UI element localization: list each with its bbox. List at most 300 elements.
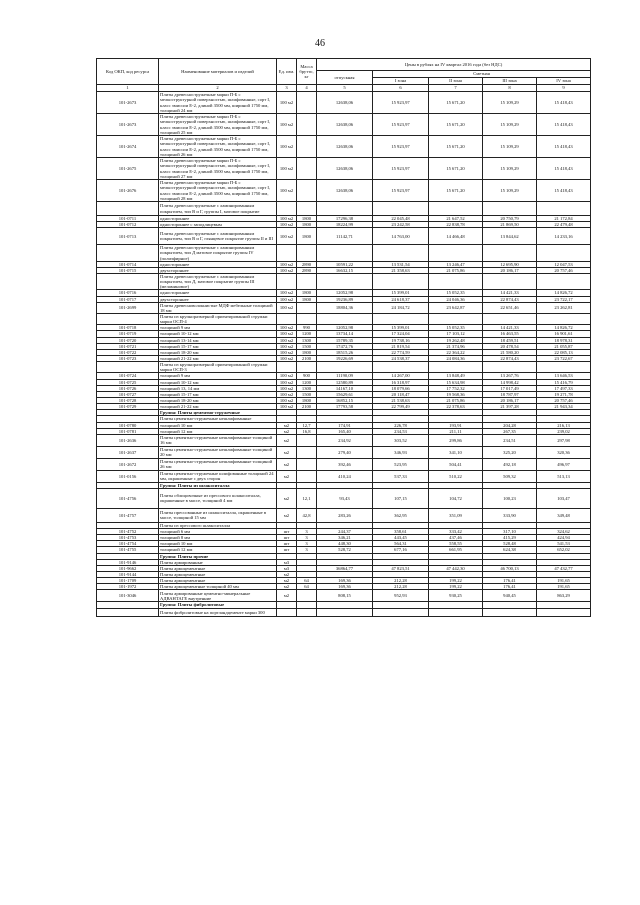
row-unit: м3 [277,565,297,571]
row-zone-3-price [483,245,537,261]
row-name: одностороннее [159,261,277,267]
row-zone-2-price: 504,41 [429,458,483,470]
row-unit [277,245,297,261]
row-zone-4-price: 15 418,43 [537,158,591,180]
row-zone-1-price: 234,53 [373,428,429,434]
table-row [97,158,591,180]
row-zone-2-price: 199,22 [429,578,483,584]
row-unit: 100 м2 [277,114,297,136]
table-row [97,325,591,331]
row-zone-4-price: 22 479,48 [537,222,591,228]
row-unit: 100 м2 [277,397,297,403]
row-code: 101-0724 [97,373,159,379]
row-mass [297,302,317,313]
row-zone-3-price: 17 017,49 [483,385,537,391]
row-mass: 1300 [297,385,317,391]
row-zone-2-price: 930,25 [429,590,483,602]
row-wholesale-price: 392,46 [317,458,373,470]
row-unit: 100 м2 [277,180,297,202]
row-zone-2-price: 299,86 [429,434,483,446]
row-code: 101-2637 [97,446,159,458]
row-zone-1-price: 564,31 [373,541,429,547]
row-wholesale-price: 244,37 [317,529,373,535]
row-zone-2-price [429,362,483,373]
col-number: 4 [297,85,317,92]
row-zone-2-price: 17 752,32 [429,385,483,391]
header-zone-4: IV зона [537,78,591,85]
row-mass: 64 [297,584,317,590]
row-zone-3-price: 528,48 [483,541,537,547]
row-zone-2-price: 351,09 [429,508,483,522]
row-mass [297,590,317,602]
row-unit: 100 м2 [277,228,297,245]
row-zone-2-price: 510,22 [429,470,483,482]
row-zone-2-price [429,245,483,261]
row-code: 101-0716 [97,290,159,296]
table-row [97,355,591,361]
row-code: 101-0723 [97,355,159,361]
row-zone-1-price: 15 923,97 [373,180,429,202]
row-zone-4-price: 297,98 [537,434,591,446]
table-row [97,391,591,397]
table-row [97,296,591,302]
row-zone-4-price: 21 055,87 [537,343,591,349]
row-zone-2-price: 15 671,20 [429,92,483,114]
row-zone-1-price: 24 538,37 [373,355,429,361]
row-wholesale-price: 169,36 [317,578,373,584]
row-zone-4-price [537,608,591,616]
table-row [97,261,591,267]
col-number: 5 [317,85,373,92]
table-row [97,302,591,313]
row-zone-3-price: 21 397,28 [483,404,537,410]
row-unit: м2 [277,488,297,508]
row-code: 101-4755 [97,547,159,553]
row-zone-1-price: 24 618,37 [373,296,429,302]
row-zone-4-price: 15 418,43 [537,180,591,202]
row-zone-1-price: 212,28 [373,584,429,590]
row-name: толщиной 12 мм [159,547,277,553]
table-body [97,92,591,617]
row-zone-2-price: 15 052,35 [429,290,483,296]
row-zone-2-price: 24 084,36 [429,355,483,361]
table-row [97,508,591,522]
row-mass: 16,8 [297,428,317,434]
row-zone-4-price: 216,13 [537,422,591,428]
table-row [97,267,591,273]
row-code: 101-9144 [97,572,159,578]
row-zone-1-price [373,608,429,616]
row-unit: шт [277,535,297,541]
row-name: двухстороннее [159,267,277,273]
row-zone-1-price: 18 079,66 [373,385,429,391]
row-unit [277,273,297,289]
table-row [97,446,591,458]
row-zone-4-price: 14 826,72 [537,325,591,331]
row-wholesale-price: 18224,99 [317,222,373,228]
row-code: 101-4753 [97,535,159,541]
row-name: толщиной 13, 14 мм [159,385,277,391]
row-zone-2-price: 47 442,30 [429,565,483,571]
col-number: 7 [429,85,483,92]
header-unit: Ед. изм. [277,59,297,85]
row-mass [297,136,317,158]
row-zone-2-price: 15 671,20 [429,180,483,202]
row-zone-4-price: 15 418,43 [537,136,591,158]
row-code: 101-4756 [97,488,159,508]
row-wholesale-price: 283,26 [317,508,373,522]
row-name: толщиной 9 мм [159,325,277,331]
row-wholesale-price: 279,40 [317,446,373,458]
row-mass: 1800 [297,296,317,302]
row-code: 101-4752 [97,529,159,535]
row-zone-3-price: 12 695,90 [483,261,537,267]
row-mass: 1500 [297,391,317,397]
row-name: толщиной 21-22 мм [159,355,277,361]
row-name: Плиты армированные цементно-минеральные АДВАНТАГЕ внутренние [159,590,277,602]
row-unit: шт [277,541,297,547]
row-mass: 64 [297,578,317,584]
row-code [97,245,159,261]
row-mass: 1500 [297,343,317,349]
row-unit: 100 м2 [277,325,297,331]
row-zone-4-price: 496,97 [537,458,591,470]
row-zone-2-price: 21 647,52 [429,216,483,222]
table-row [97,343,591,349]
row-name: толщиной 15-17 мм [159,391,277,397]
row-mass: 2890 [297,261,317,267]
row-zone-1-price: 13 531,54 [373,261,429,267]
row-zone-3-price: 20 750,79 [483,216,537,222]
col-number: 2 [159,85,277,92]
row-zone-4-price [537,362,591,373]
table-row [97,337,591,343]
row-name: толщиной 18-20 мм [159,349,277,355]
row-unit: 100 м2 [277,355,297,361]
row-zone-4-price: 320,36 [537,446,591,458]
row-zone-3-price: 14 421,33 [483,325,537,331]
row-mass: 1800 [297,222,317,228]
row-name: толщиной 12 мм [159,428,277,434]
row-wholesale-price: 174,91 [317,422,373,428]
col-number: 6 [373,85,429,92]
row-wholesale-price [317,362,373,373]
row-zone-1-price: 22 774,59 [373,349,429,355]
row-zone-2-price: 21 075,86 [429,397,483,403]
row-unit: 100 м2 [277,222,297,228]
row-unit: 100 м2 [277,349,297,355]
row-zone-3-price: 22 874,43 [483,355,537,361]
row-code: 101-2673 [97,92,159,114]
row-name: Плиты из крупноразмерной ориентированной стружки марки ОСП-4 [159,313,277,324]
table-row [97,470,591,482]
row-zone-2-price: 15 671,20 [429,158,483,180]
row-code: 101-2674 [97,136,159,158]
row-wholesale-price: 12052,98 [317,290,373,296]
row-zone-4-price: 21 172,84 [537,216,591,222]
row-unit: м2 [277,590,297,602]
row-name: Плиты цементно-стружечные нешлифованные толщиной 26 мм [159,458,277,470]
table-row [97,290,591,296]
row-zone-4-price: 541,53 [537,541,591,547]
row-name: толщиной 21-22 мм [159,404,277,410]
row-zone-4-price [537,245,591,261]
row-name: одностороннее [159,216,277,222]
row-code: 101-0781 [97,428,159,434]
row-name: Плиты из прессового шлакоситалла [159,522,277,528]
row-unit: м2 [277,470,297,482]
row-name: Плиты древесностружечные марки П-Б с мелкоструктурной поверхностью, шлифованные, сорт I, класс эмиссии Е-2, длиной 3500 мм, шириной 1750 мм, толщиной 25 мм [159,114,277,136]
row-zone-4-price: 13 646,53 [537,373,591,379]
table-row [97,180,591,202]
row-wholesale-price: 16632,15 [317,267,373,273]
row-code: 101-1709 [97,578,159,584]
row-mass: 3 [297,547,317,553]
row-unit [277,313,297,324]
row-name: толщиной 8 мм [159,535,277,541]
col-number: 1 [97,85,159,92]
row-code: 101-9662 [97,565,159,571]
row-name: толщиной 13-14 мм [159,337,277,343]
row-code: 101-0156 [97,470,159,482]
row-code: 101-2672 [97,458,159,470]
row-code: 101-0712 [97,222,159,228]
row-zone-1-price: 15 399,01 [373,290,429,296]
row-zone-3-price: 15 109,29 [483,92,537,114]
row-wholesale-price: 13734,14 [317,331,373,337]
row-zone-1-price: 303,52 [373,434,429,446]
row-zone-4-price: 14 826,72 [537,290,591,296]
row-zone-3-price: 20 186,17 [483,397,537,403]
row-zone-2-price: 21 075,86 [429,267,483,273]
row-unit: 100 м2 [277,343,297,349]
row-code: 101-0721 [97,343,159,349]
row-zone-3-price: 21 869,50 [483,222,537,228]
row-mass [297,446,317,458]
row-unit [277,608,297,616]
row-zone-4-price: 18 978,31 [537,337,591,343]
table-row [97,92,591,114]
row-zone-1-price: 677,16 [373,547,429,553]
row-wholesale-price: 11190,09 [317,373,373,379]
row-zone-4-price: 513,13 [537,470,591,482]
row-zone-2-price: 19 568,36 [429,391,483,397]
row-wholesale-price: 15789,35 [317,337,373,343]
row-mass: 1300 [297,337,317,343]
row-zone-4-price: 47 432,77 [537,565,591,571]
row-unit: 100 м2 [277,337,297,343]
row-mass: 3 [297,541,317,547]
row-name: Плиты цементно-стружечные нешлифованные [159,416,277,422]
row-name: Плиты армоцементные [159,572,277,578]
table-row [97,373,591,379]
table-row [97,608,591,616]
row-zone-3-price: 317,10 [483,529,537,535]
row-wholesale-price: 36864,77 [317,565,373,571]
row-code: 101-3046 [97,590,159,602]
row-mass [297,158,317,180]
row-zone-1-price: 22 799,49 [373,404,429,410]
row-unit: м2 [277,458,297,470]
row-unit: м2 [277,578,297,584]
row-name: одностороннее с заподлицевым [159,222,277,228]
row-wholesale-price: 16852,15 [317,397,373,403]
row-zone-4-price [537,313,591,324]
row-unit: 100 м2 [277,267,297,273]
row-wholesale-price: 12052,98 [317,325,373,331]
row-code: 101-0720 [97,337,159,343]
row-zone-1-price: 107,15 [373,488,429,508]
row-wholesale-price: 19236,89 [317,296,373,302]
row-name: Плиты древесностружечные с ламинированным покрытием, тип В и Г, глянцевое покрытие группы II и III [159,228,277,245]
row-name: Плиты древесностружечные с ламинированным покрытием, тип Д матовое покрытие группы IV (полиэфирное) [159,245,277,261]
row-zone-2-price: 13 848,49 [429,373,483,379]
row-wholesale-price: 93,43 [317,488,373,508]
row-name: Группа: Плиты фибролитовые [159,602,277,608]
row-code: 101-2675 [97,158,159,180]
row-wholesale-price: 12580,89 [317,379,373,385]
row-unit: 100 м2 [277,404,297,410]
table-row [97,245,591,261]
table-row [97,488,591,508]
row-wholesale-price: 11142,71 [317,228,373,245]
row-zone-3-price: 15 109,29 [483,114,537,136]
row-name: Плиты армоцементные толщиной 40 мм [159,584,277,590]
row-zone-2-price: 22 364,22 [429,349,483,355]
row-code: 101-1972 [97,584,159,590]
table-row [97,228,591,245]
row-wholesale-price [317,313,373,324]
row-wholesale-price: 19226,69 [317,355,373,361]
row-zone-2-price: 193,91 [429,422,483,428]
row-zone-1-price: 523,95 [373,458,429,470]
row-name: Группа: Плиты цементно-стружечные [159,410,277,416]
row-zone-1-price: 21 538,63 [373,397,429,403]
row-wholesale-price [317,273,373,289]
row-mass: 2100 [297,355,317,361]
page-number: 46 [315,38,325,49]
row-zone-4-price: 239,02 [537,428,591,434]
table-row [97,404,591,410]
row-mass: 1800 [297,228,317,245]
row-zone-1-price: 358,61 [373,529,429,535]
row-zone-3-price: 14 998,42 [483,379,537,385]
header-warehouse: Сметная [373,71,591,78]
row-zone-2-price [429,608,483,616]
row-zone-3-price: 176,41 [483,578,537,584]
row-mass [297,608,317,616]
row-name: Плиты прессованные из шлакоситалла, окрашенные в массе, толщиной 15 мм [159,508,277,522]
row-mass [297,202,317,216]
row-zone-4-price: 21 943,34 [537,404,591,410]
row-unit: м2 [277,422,297,428]
row-code: 101-4754 [97,541,159,547]
row-code [97,608,159,616]
row-mass [297,245,317,261]
row-unit: м2 [277,584,297,590]
row-wholesale-price: 234,92 [317,434,373,446]
row-zone-3-price: 204,28 [483,422,537,428]
row-unit: 100 м2 [277,216,297,222]
row-zone-4-price: 20 757,46 [537,397,591,403]
row-name: Плиты цементно-стружечные нешлифованные толщиной 16 мм [159,434,277,446]
row-name: Плиты древесностружечные марки П-Б с мелкоструктурной поверхностью, шлифованные, сорт I, класс эмиссии Е-2, длиной 3500 мм, шириной 1750 мм, толщиной 27 мм [159,158,277,180]
row-zone-1-price: 14 267,00 [373,373,429,379]
row-zone-4-price: 12 047,53 [537,261,591,267]
row-zone-1-price: 47 823,51 [373,565,429,571]
col-number: 3 [277,85,297,92]
row-name: Плиты цементно-стружечные шлифованные толщиной 24 мм, окрашенные с двух сторон [159,470,277,482]
row-zone-3-price: 18 787,97 [483,391,537,397]
row-name: толщиной 9 мм [159,373,277,379]
row-zone-2-price: 13 246,47 [429,261,483,267]
row-unit: 100 м2 [277,296,297,302]
table-row [97,331,591,337]
row-name: Группа: Плиты прочие [159,553,277,559]
row-zone-1-price [373,313,429,324]
header-zone-1: I зона [373,78,429,85]
row-unit: шт [277,547,297,553]
row-zone-1-price: 15 399,01 [373,325,429,331]
row-zone-4-price: 191,65 [537,584,591,590]
header-prices-title: Цены в рублях на IV квартал 2016 года (без НДС) [317,59,591,71]
row-unit: 100 м2 [277,391,297,397]
row-code: 101-0726 [97,385,159,391]
row-code [97,202,159,216]
row-zone-4-price: 103,47 [537,488,591,508]
row-zone-2-price: 558,55 [429,541,483,547]
row-zone-3-price: 415,29 [483,535,537,541]
row-code: 101-0711 [97,216,159,222]
row-name: толщиной 10 мм [159,541,277,547]
row-zone-4-price: 23 722,67 [537,355,591,361]
row-zone-3-price: 492,18 [483,458,537,470]
row-unit: м2 [277,508,297,522]
row-zone-1-price: 15 923,97 [373,92,429,114]
row-zone-2-price [429,313,483,324]
row-zone-1-price: 15 923,97 [373,114,429,136]
row-zone-2-price: 333,42 [429,529,483,535]
row-zone-4-price [537,273,591,289]
row-zone-2-price: 341,10 [429,446,483,458]
table-row [97,379,591,385]
row-zone-3-price [483,362,537,373]
row-code: 101-0728 [97,397,159,403]
header-zone-2: II зона [429,78,483,85]
row-zone-1-price: 24 184,72 [373,302,429,313]
table-row [97,202,591,216]
row-wholesale-price: 12638,06 [317,92,373,114]
row-zone-1-price: 443,45 [373,535,429,541]
row-name: толщиной 10 мм [159,422,277,428]
row-zone-2-price: 24 046,36 [429,296,483,302]
row-unit: 100 м2 [277,373,297,379]
row-code: 101-0722 [97,349,159,355]
row-zone-1-price: 537,33 [373,470,429,482]
row-zone-3-price: 20 478,54 [483,343,537,349]
row-mass: 1800 [297,216,317,222]
row-name: Плиты облицовочные из прессового шлакоситалла, окрашенные в массе, толщиной 4 мм [159,488,277,508]
table-row [97,222,591,228]
row-code: 101-0715 [97,267,159,273]
row-zone-3-price: 14 421,33 [483,290,537,296]
row-wholesale-price: 17793,58 [317,404,373,410]
row-code: 101-2676 [97,180,159,202]
row-unit: шт [277,529,297,535]
row-zone-3-price: 267,35 [483,428,537,434]
row-wholesale-price: 448,30 [317,541,373,547]
row-wholesale-price: 410,24 [317,470,373,482]
